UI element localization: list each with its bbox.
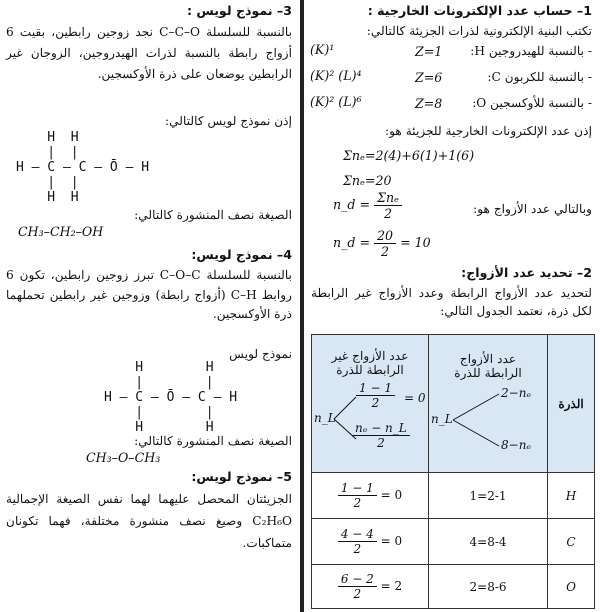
nd-result (333, 228, 431, 259)
nonbonding-frac-1-den: 2 (371, 395, 380, 410)
cell-nonbond-h-res: = 0 (380, 488, 403, 502)
nonbonding-frac-1 (356, 381, 395, 410)
bonding-rule-top: 2−nₑ (501, 385, 532, 400)
nd-fraction (374, 190, 402, 221)
section5-title: 5– نموذج لويس: (191, 469, 292, 484)
nonbonding-frac-2 (352, 421, 410, 450)
section4-lewis-intro: نموذج لويس (229, 347, 292, 361)
cell-nonbond-o-frac (338, 572, 377, 601)
config-row-h-text: - بالنسبة للهيدروجين H: (470, 44, 592, 58)
cell-nonbond-c-den: 2 (353, 542, 362, 556)
nonbonding-rule-nl: n_L (314, 410, 336, 425)
table-row-h (312, 473, 595, 519)
section5-text: الجزيئتان المحصل عليهما لهما نفس الصيغة الإجمالية C₂H₆O وصيغ نصف منشورة مختلفة، فهما تكونان متماكبات. (6, 492, 292, 550)
lewis-structure-ethanol: H H | | H – C – C – Ō – H | | H H (16, 130, 150, 205)
section2-title: 2– تحديد عدد الأزواج: (461, 265, 592, 280)
cell-bond-h: 2-1=1 (429, 473, 548, 519)
section3-title: 3– نموذج لويس : (186, 3, 292, 18)
nd-denominator: 2 (383, 206, 392, 221)
cell-atom-o: O (548, 565, 595, 609)
config-row-o-conf: (K)² (L)⁶ (310, 94, 362, 109)
cell-nonbond-c-num: 4 − 4 (338, 527, 377, 542)
section3-lewis-intro: إذن نموذج لويس كالتالي: (165, 114, 292, 128)
header-nonbonding (312, 335, 429, 473)
config-row-h-z: Z=1 (415, 44, 443, 59)
section2-text: لتحديد عدد الأزواج الرابطة وعدد الأزواج غير الرابطة لكل ذرة، نعتمد الجدول التالي: (311, 286, 592, 318)
lewis-structure-dimethyl-ether: H H | | H – C – Ō – C – H | | H H (104, 360, 238, 435)
section4-title: 4– نموذج لويس: (191, 247, 292, 262)
header-atom (548, 335, 595, 473)
cell-nonbond-c-res: = 0 (380, 534, 403, 548)
cell-nonbond-c-frac (338, 527, 377, 556)
cell-nonbond-h-den: 2 (353, 496, 362, 510)
dimethyl-ether-formula: CH₃–O–CH₃ (86, 450, 161, 465)
section4-text: بالنسبة للسلسلة C–O–C تبرز زوجين رابطين، تكون 6 روابط C–H (أزواج رابطة) وزوجين غير رابطين تحملهما ذرة الأوكسجين. (6, 268, 292, 321)
nonbonding-rule (312, 379, 428, 459)
cell-atom-c: C (548, 519, 595, 565)
cell-nonbond-h-num: 1 − 1 (338, 481, 377, 496)
header-bonding (429, 335, 548, 473)
sum-equation-1: Σnₑ=2(4)+6(1)+1(6) (343, 148, 475, 163)
nonbonding-frac-1-res: = 0 (404, 390, 426, 405)
pairs-table (311, 334, 595, 609)
config-row-h-conf: (K)¹ (310, 42, 335, 57)
cell-nonbond-c (312, 519, 429, 565)
ethanol-formula: CH₃–CH₂–OH (18, 224, 104, 239)
cell-bond-o: 8-6=2 (429, 565, 548, 609)
cell-atom-h: H (548, 473, 595, 519)
nd-lhs: n_d = (333, 197, 371, 212)
bonding-rule-bottom: 8−nₑ (501, 437, 532, 452)
pairs-intro: وبالتالي عدد الأزواج هو: (473, 202, 592, 216)
nonbonding-frac-2-den: 2 (377, 435, 385, 450)
nd2-numerator: 20 (374, 228, 396, 244)
total-electrons-intro: إذن عدد الإلكترونات الخارجية للجزيئة هو: (385, 124, 592, 138)
config-row-h (311, 42, 592, 60)
cell-nonbond-o-res: = 2 (380, 579, 403, 593)
cell-nonbond-h-frac (338, 481, 377, 510)
config-row-o-z: Z=8 (415, 96, 443, 111)
nonbonding-frac-1-num: 1 − 1 (356, 381, 395, 396)
header-nonbonding-label: عدد الأزواج غير الرابطة للذرة (331, 348, 409, 377)
cell-bond-c: 8-4=4 (429, 519, 548, 565)
cell-nonbond-o-num: 6 − 2 (338, 572, 377, 587)
config-row-o-text: - بالنسبة للأوكسجين O: (472, 96, 592, 110)
bonding-rule (429, 384, 547, 456)
config-row-c-z: Z=6 (415, 70, 443, 85)
section1-intro: تكتب البنية الإلكترونية لذرات الجزيئة كالتالي: (366, 24, 592, 38)
cell-nonbond-o-den: 2 (353, 587, 362, 601)
section4-semi-label: الصيغة نصف المنشورة كالتالي: (134, 434, 292, 448)
table-header-row (312, 335, 595, 473)
column-divider (300, 0, 304, 612)
nd2-rhs: = 10 (400, 235, 431, 250)
header-bonding-label: عدد الأزواج الرابطة للذرة (454, 351, 522, 380)
nonbonding-frac-2-num: nₑ − n_L (352, 421, 410, 436)
section3-semi-label: الصيغة نصف المنشورة كالتالي: (134, 208, 292, 222)
header-atom-label: الذرة (558, 396, 584, 411)
nd2-lhs: n_d = (333, 235, 371, 250)
nd-formula (333, 190, 402, 221)
sum-equation-2: Σnₑ=20 (343, 173, 392, 188)
config-row-c-text: - بالنسبة للكربون C: (487, 70, 592, 84)
table-row-o (312, 565, 595, 609)
config-row-c-conf: (K)² (L)⁴ (310, 68, 362, 83)
table-row-c (312, 519, 595, 565)
bonding-rule-nl: n_L (431, 411, 453, 426)
cell-nonbond-o (312, 565, 429, 609)
cell-nonbond-h (312, 473, 429, 519)
nd2-denominator: 2 (381, 244, 390, 259)
nd2-fraction (374, 228, 396, 259)
nd-numerator: Σnₑ (374, 190, 402, 206)
section3-text: بالنسبة للسلسلة C–C–O نجد زوجين رابطين، بقيت 6 أزواج رابطة بالنسبة لذرات الهيدروجين، الزوجان غير الرابطين يوضعان على ذرة الأوكسجين. (6, 25, 292, 81)
section1-title: 1– حساب عدد الإلكترونات الخارجية : (367, 3, 592, 18)
